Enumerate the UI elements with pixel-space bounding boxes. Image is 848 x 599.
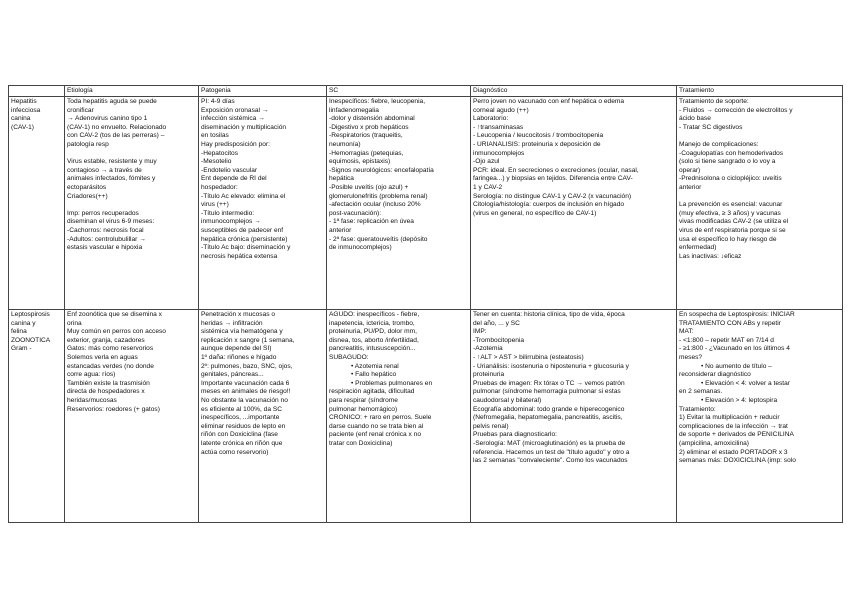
text-line: hospedador: (201, 183, 238, 191)
text-line: corre agua: ríos) (67, 371, 116, 379)
text-line: • Azotemia renal (351, 362, 399, 370)
text-line: Serología: no distingue CAV-1 y CAV-2 (x vacunación) (473, 192, 632, 200)
text-line: - ↑transaminasas (473, 123, 524, 131)
text-line: replicación x sangre (1 semana, (201, 336, 295, 344)
text-line: -Cachorros: necrosis focal (67, 226, 144, 234)
etiologia-cell (65, 310, 199, 523)
text-line: Ecografía abdominal: todo grande e hiperecogenico (473, 405, 625, 413)
text-line: contagioso → a través de (67, 166, 142, 174)
text-line: - <1:800 – repetir MAT en 7/14 d (679, 336, 774, 344)
text-line: Citología/histología: cuerpos de inclusión en hígado (473, 201, 625, 209)
text-line: Penetración x mucosas o (201, 311, 276, 318)
text-line: anterior (679, 183, 702, 191)
text-line: orina (67, 319, 82, 327)
patogenia-cell (199, 310, 327, 523)
text-line: pulmonar hemorrágico) (329, 405, 398, 413)
text-line: 1 y CAV-2 (473, 183, 503, 191)
text-line: -Ojo azul (473, 158, 500, 166)
text-line: heridas → infiltración (201, 319, 263, 327)
text-line: respiración agitada, dificultad (329, 388, 415, 396)
table-row-leptospirosis (9, 310, 843, 523)
text-line: diseminación y multiplicación (201, 123, 287, 131)
text-line: actúa como reservorio) (201, 448, 269, 456)
text-line: faringea...) y biopsias en tejidos. Diferencia entre CAV- (473, 175, 633, 183)
text-line: exterior, granja, cazadores (67, 336, 145, 344)
text-line: -Adultos: centrolubulillar → (67, 235, 146, 243)
text-line: darse cuando no se trata bien al (329, 422, 424, 430)
text-line: animales infectados, fómites y (67, 175, 156, 183)
text-line: • Elevación < 4: volver a testar (701, 379, 790, 387)
text-line: latente crónica en riñón que (201, 439, 283, 447)
diagnostico-cell (471, 310, 677, 523)
text-line: -Endotelio vascular (201, 166, 258, 174)
text-line: Hepatitis (11, 98, 37, 105)
text-line (67, 201, 196, 210)
text-line: enfermedad) (679, 244, 717, 252)
text-line: neumonía) (329, 140, 361, 148)
text-line: Imp: perros recuperados (67, 209, 139, 217)
text-line: Exposición oronasal → (201, 106, 269, 114)
text-line: En sospecha de Leptospirosis: INICIAR (679, 311, 795, 318)
text-line: del año, ... y SC (473, 319, 520, 327)
text-line: pelvis renal) (473, 422, 509, 430)
text-line: -Respiratorios (traqueitis, (329, 132, 403, 140)
text-line: • Fallo hepático (351, 371, 397, 379)
text-line: usa el específico lo hay riesgo de (679, 235, 777, 243)
text-line: (CAV-1) no envuelto. Relacionado (67, 123, 167, 131)
text-line: en 2 semanas. (679, 388, 723, 396)
text-line: ectoparásitos (67, 183, 107, 191)
text-line: Pruebas de imagen: Rx tórax o TC → vemos patrón (473, 379, 625, 387)
text-line: 2) eliminar el estado PORTADOR x 3 (679, 448, 788, 456)
text-line: • No aumento de título – (701, 362, 772, 370)
text-line: caudodorsal y bilateral) (473, 396, 542, 404)
row-name-cell (9, 310, 65, 523)
text-line: estasis vascular e hipoxia (67, 244, 143, 252)
text-line: -dolor y distensión abdominal (329, 115, 415, 123)
text-line: Gatos: más como reservorios (67, 345, 154, 353)
text-line: Las inactivas: ↓eficaz (679, 252, 742, 260)
text-line: estancadas verdes (no donde (67, 362, 154, 370)
text-line: • Elevación > 4: leptospira (701, 396, 778, 404)
header-cell-empty (9, 86, 65, 97)
text-line: 1) Evitar la multiplicación + reducir (679, 414, 780, 422)
text-line: semanas más: DOXICICLINA (imp: solo (679, 457, 796, 465)
text-line: de soporte + derivados de PENICILINA (679, 431, 794, 439)
text-line: Toda hepatitis aguda se puede (67, 98, 157, 105)
text-line: disnea, tos, aborto /infertilidad, (329, 336, 419, 344)
text-line: TRATAMIENTO CON ABs y repetir (679, 319, 781, 327)
text-line: Muy común en perros con acceso (67, 328, 166, 336)
text-line: CRÓNICO: + raro en perros. Suele (329, 414, 432, 422)
text-line: inespecíficos, ...importante (201, 414, 280, 422)
text-line (679, 132, 840, 141)
text-line: reconsiderar diagnóstico (679, 371, 751, 379)
text-line: Laboratorio: (473, 115, 509, 123)
text-line: - Urianálisis: isostenuria o hipostenuria + glucosuria y (473, 362, 629, 370)
text-line: -Título Ac elevado: elimina el (201, 192, 286, 200)
text-line: (CAV-1) (11, 123, 34, 131)
text-line: inmunocomplejos (473, 149, 525, 157)
text-line: -Prednisolona o ciclopléjico: uveítis (679, 175, 782, 183)
text-line: Virus estable, resistente y muy (67, 158, 157, 166)
diagnostico-cell (471, 97, 677, 310)
text-line: las 2 semanas "convaleciente". Como los vacunados (473, 457, 628, 465)
text-line: IMP: (473, 328, 487, 336)
text-line: • Problemas pulmonares en (351, 379, 433, 387)
text-line: canina y (11, 319, 36, 327)
text-line: inapetencia, ictericia, trombo, (329, 319, 415, 327)
header-cell-sc: SC (327, 86, 471, 97)
header-cell-etiologia: Etiología (65, 86, 199, 97)
text-line: felina (11, 328, 27, 336)
text-line: 1º daña: riñones e hígado (201, 353, 277, 361)
text-line: de inmunocomplejos) (329, 244, 392, 252)
text-line: corneal agudo (++) (473, 106, 529, 114)
text-line: - URIANÁLISIS: proteinuria x deposición de (473, 140, 601, 148)
text-line: Manejo de complicaciones: (679, 140, 759, 148)
text-line: -Azotemia (473, 345, 503, 353)
text-line: -Hemorragias (petequias, (329, 149, 404, 157)
text-line: (ampicilina, amoxicilina) (679, 439, 749, 447)
text-line: complicaciones de la infección → trat (679, 422, 788, 430)
text-line: Leptospirosis (11, 311, 50, 318)
text-line: Solemos verla en aguas (67, 353, 138, 361)
text-line: operar) (679, 166, 701, 174)
text-line: -Posible uveítis (ojo azul) + (329, 183, 409, 191)
text-line: -Trombocitopenia (473, 336, 525, 344)
text-line: virus de enf respiratoria porque si se (679, 226, 786, 234)
text-line: PCR: ideal. En secreciones o excreciones (ocular, nasal, (473, 166, 639, 174)
text-line: → Adenovirus canino tipo 1 (67, 115, 148, 123)
table-row-hepatitis (9, 97, 843, 310)
etiologia-cell (65, 97, 199, 310)
text-line: tratar con Doxiciclina) (329, 439, 393, 447)
text-line: Tratamiento: (679, 405, 716, 413)
text-line: hepática (329, 175, 354, 183)
text-line: No obstante la vacunación no (201, 396, 288, 404)
text-line: proteinuria, PU/PD, dolor mm, (329, 328, 417, 336)
text-line: con CAV-2 (tos de las perreras) – (67, 132, 165, 140)
text-line: - Tratar SC digestivos (679, 123, 743, 131)
text-line: Tener en cuenta: historia clínica, tipo de vida, época (473, 311, 625, 318)
text-line: -Serología: MAT (microaglutinación) es la prueba de (473, 439, 626, 447)
text-line: aunque depende del SI) (201, 345, 272, 353)
text-line: glomerulonefritis (problema renal) (329, 192, 428, 200)
text-line: patología resp (67, 140, 109, 148)
text-line: anterior (329, 226, 352, 234)
text-line: meses? (679, 353, 703, 361)
text-line: inmunocomplejos → (201, 218, 261, 226)
text-line: -Mesotelio (201, 158, 232, 166)
header-cell-tratamiento: Tratamiento (677, 86, 843, 97)
text-line: - Leucopenia / leucocitosis / trombocitopenia (473, 132, 604, 140)
text-line: directa de hospedadores x (67, 388, 145, 396)
text-line: pulmonar (síndrome hemorragia pulmonar si estas (473, 388, 621, 396)
text-line: canina (11, 115, 31, 123)
text-line (67, 150, 196, 159)
text-line: Criadores(++) (67, 192, 108, 200)
sc-cell (327, 97, 471, 310)
text-line: Gram - (11, 345, 32, 353)
text-line: hepática crónica (persistente) (201, 235, 288, 243)
text-line: - ≥1:800 - ¿Vacunado en los últimos 4 (679, 345, 790, 353)
text-line: 2º: pulmones, bazo, SNC, ojos, (201, 362, 293, 370)
text-line: genitales, páncreas... (201, 371, 264, 379)
sc-cell (327, 310, 471, 523)
text-line: Pruebas para diagnosticarlo: (473, 431, 557, 439)
text-line: - 2ª fase: queratouveítis (depósito (329, 235, 428, 243)
text-line: SUBAGUDO: (329, 353, 369, 361)
text-line: - 1ª fase: replicación en úvea (329, 218, 414, 226)
text-line: paciente (enf renal crónica x no (329, 431, 422, 439)
text-line: -Título intermedio: (201, 209, 255, 217)
patogenia-cell (199, 97, 327, 310)
text-line: Hay predisposición por: (201, 140, 270, 148)
text-line: eliminar residuos de lepto en (201, 422, 286, 430)
text-line: en tosilas (201, 132, 229, 140)
text-line: para respirar (síndrome (329, 396, 398, 404)
text-line: - ↑ALT > AST > bilirrubina (esteatosis) (473, 353, 584, 361)
notes-table (8, 85, 843, 523)
text-line: Tratamiento de soporte: (679, 98, 749, 105)
text-line: -Título Ac bajo: diseminación y (201, 244, 291, 252)
text-line: AGUDO: inespecíficos - fiebre, (329, 311, 420, 318)
text-line: cronificar (67, 106, 94, 114)
text-line: infección sistémica → (201, 115, 265, 123)
text-line: PI: 4-9 días (201, 98, 235, 105)
text-line: susceptibles de padecer enf (201, 226, 284, 234)
text-line: necrosis hepática extensa (201, 252, 278, 260)
tratamiento-cell (677, 310, 843, 523)
text-line: Enf zoonótica que se disemina x (67, 311, 162, 318)
text-line: heridas/mucosas (67, 396, 117, 404)
text-line: pancreatitis, intususcepción... (329, 345, 416, 353)
header-cell-diagnostico: Diagnóstico (471, 86, 677, 97)
text-line: es eficiente al 100%, da SC (201, 405, 283, 413)
text-line: referencia. Hacemos un test de "título agudo" y otro a (473, 448, 630, 456)
text-line: -Coagulopatías con hemoderivados (679, 149, 784, 157)
text-line: ácido base (679, 115, 711, 123)
header-row (9, 86, 843, 97)
text-line: Importante vacunación cada 6 (201, 379, 290, 387)
text-line: infecciosa (11, 106, 41, 114)
text-line: linfadenomegalia (329, 106, 379, 114)
text-line: Perro joven no vacunado con enf hepática o edema (473, 98, 625, 105)
text-line: post-vacunación): (329, 209, 382, 217)
text-line: (Nefromegalia, hepatomegalia, pancreatitis, ascitis, (473, 414, 623, 422)
text-line: También existe la trasmisión (67, 379, 150, 387)
text-line: meses en animales de riesgo!! (201, 388, 291, 396)
text-line: Inespecíficos: fiebre, leucopenia, (329, 98, 426, 105)
header-cell-patogenia: Patogenia (199, 86, 327, 97)
text-line: MAT: (679, 328, 694, 336)
text-line: virus (++) (201, 201, 229, 209)
text-line: proteinuria (473, 371, 505, 379)
text-line: (muy efectiva, ≥ 3 años) y vacunas (679, 209, 781, 217)
text-line: -afectación ocular (incluso 20% (329, 201, 421, 209)
text-line: La prevención es esencial: vacunar (679, 201, 783, 209)
text-line: -Digestivo x prob hepáticos (329, 123, 409, 131)
text-line: -Hepatocitos (201, 149, 239, 157)
text-line (679, 193, 840, 202)
row-name-cell (9, 97, 65, 310)
text-line: (virus en general, no específico de CAV-1) (473, 209, 597, 217)
text-line: vivas modificadas CAV-2 (se utiliza el (679, 218, 789, 226)
text-line: (solo si tiene sangrado o lo voy a (679, 158, 776, 166)
text-line: diseminan el virus 6-9 meses: (67, 218, 155, 226)
text-line: sistémica vía hematógena y (201, 328, 283, 336)
text-line: Reservorios: roedores (+ gatos) (67, 405, 160, 413)
text-line: Ent depende de RI del (201, 175, 267, 183)
text-line: equimosis, epistaxis) (329, 158, 391, 166)
text-line: -Signos neurológicos: encefalopatía (329, 166, 434, 174)
text-line: ZOONÓTICA (11, 336, 51, 344)
text-line: - Fluidos → corrección de electrolitos y (679, 106, 793, 114)
text-line: riñón con Doxiciclina (fase (201, 431, 278, 439)
tratamiento-cell (677, 97, 843, 310)
